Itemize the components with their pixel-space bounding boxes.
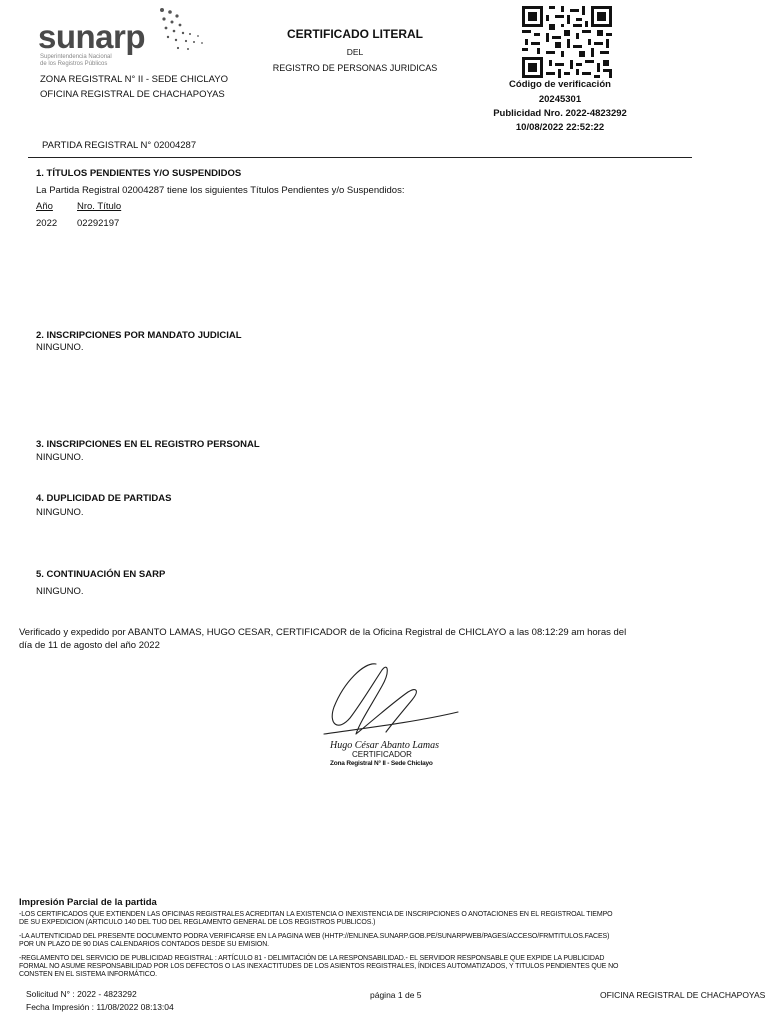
handwritten-signature — [316, 652, 476, 742]
legal-note-1-line-2: DE SU EXPEDICION (ARTICULO 140 DEL TUO DEL REGLAMENTO GENERAL DE LOS REGISTROS PUBLICOS.) — [19, 919, 376, 926]
qr-code-icon — [522, 6, 612, 78]
logo-subtitle-2: de los Registros Públicos — [40, 61, 108, 67]
legal-note-2 — [19, 933, 709, 949]
section-5-title: 5. CONTINUACIÓN EN SARP — [36, 569, 166, 580]
logo-dots-icon — [158, 6, 208, 56]
expedition-line-1: Verificado y expedido por ABANTO LAMAS, HUGO CESAR, CERTIFICADOR de la Oficina Registral de CHICLAYO a las 08:12:29 am horas del — [19, 627, 627, 638]
document-registro: REGISTRO DE PERSONAS JURIDICAS — [272, 63, 438, 73]
logo-wordmark: sunarp — [38, 18, 146, 55]
signature-zone: Zona Registral N° II - Sede Chiclayo — [330, 760, 433, 767]
section-4-body: NINGUNO. — [36, 507, 84, 518]
expedition-statement — [19, 626, 699, 652]
section-1-text: La Partida Registral 02004287 tiene los siguientes Títulos Pendientes y/o Suspendidos: — [36, 185, 405, 196]
fecha-impresion: Fecha Impresión : 11/08/2022 08:13:04 — [26, 1002, 174, 1012]
titles-row-number: 02292197 — [77, 218, 120, 229]
document-subtitle-del: DEL — [346, 47, 364, 57]
sunarp-logo — [38, 6, 208, 72]
titles-col-number: Nro. Título — [77, 201, 122, 212]
logo-subtitle-1: Superintendencia Nacional — [40, 54, 112, 60]
legal-note-1-line-1: -LOS CERTIFICADOS QUE EXTIENDEN LAS OFICINAS REGISTRALES ACREDITAN LA EXISTENCIA O INEXISTENCIA DE INSCRIPCIONES O ANOTACIONES EN EL REGISTROAL TIEMPO — [19, 911, 613, 918]
legal-note-3-line-1: -REGLAMENTO DEL SERVICIO DE PUBLICIDAD REGISTRAL : ARTÍCULO 81 - DELIMITACIÓN DE LA RESPONSABILIDAD.- EL SERVIDOR RESPONSABLE QUE EXPIDE LA PUBLICIDAD — [19, 955, 605, 962]
titles-col-year: Año — [36, 201, 53, 212]
section-3-body: NINGUNO. — [36, 452, 84, 463]
document-title: CERTIFICADO LITERAL — [287, 27, 423, 41]
verification-label: Código de verificación — [509, 79, 611, 90]
footer-oficina: OFICINA REGISTRAL DE CHACHAPOYAS — [600, 990, 766, 1000]
expedition-line-2: día de 11 de agosto del año 2022 — [19, 640, 160, 651]
solicitud-number: Solicitud N° : 2022 - 4823292 — [26, 989, 137, 999]
legal-note-2-line-1: -LA AUTENTICIDAD DEL PRESENTE DOCUMENTO PODRA VERIFICARSE EN LA PAGINA WEB (HHTP://ENLINEA.SUNARP.GOB.PE/SUNARPWEB/PAGES/ACCESO/FRMTITULOS.FACES) — [19, 933, 610, 940]
signature-role: CERTIFICADOR — [352, 750, 412, 759]
section-2-body: NINGUNO. — [36, 342, 84, 353]
section-2-title: 2. INSCRIPCIONES POR MANDATO JUDICIAL — [36, 330, 242, 341]
verification-code: 20245301 — [538, 94, 582, 105]
zona-registral: ZONA REGISTRAL N° II - SEDE CHICLAYO — [40, 74, 229, 85]
legal-note-2-line-2: POR UN PLAZO DE 90 DIAS CALENDARIOS CONTADOS DESDE SU EMISION. — [19, 941, 270, 948]
header-divider — [28, 157, 692, 158]
legal-note-3 — [19, 955, 709, 979]
section-4-title: 4. DUPLICIDAD DE PARTIDAS — [36, 493, 172, 504]
section-1-title: 1. TÍTULOS PENDIENTES Y/O SUSPENDIDOS — [36, 168, 242, 179]
signature-name: Hugo César Abanto Lamas — [330, 740, 439, 751]
section-5-body: NINGUNO. — [36, 586, 84, 597]
page-indicator: página 1 de 5 — [370, 990, 422, 1000]
impresion-parcial-title: Impresión Parcial de la partida — [19, 897, 157, 908]
partida-registral: PARTIDA REGISTRAL N° 02004287 — [42, 140, 197, 151]
titles-row-year: 2022 — [36, 218, 58, 229]
legal-note-3-line-2: FORMAL NO ASUME RESPONSABILIDAD POR LOS DEFECTOS O LAS INEXACTITUDES DE LOS ASIENTOS REGISTRALES, ÍNDICES AUTOMATIZADOS, Y TITULOS PENDIENTES QUE NO — [19, 963, 619, 970]
legal-note-3-line-3: CONSTEN EN EL SISTEMA INFORMÁTICO. — [19, 971, 157, 978]
legal-note-1 — [19, 911, 709, 927]
publicidad-number: Publicidad Nro. 2022-4823292 — [493, 108, 627, 119]
oficina-registral: OFICINA REGISTRAL DE CHACHAPOYAS — [40, 89, 225, 100]
verification-datetime: 10/08/2022 22:52:22 — [515, 122, 605, 133]
section-3-title: 3. INSCRIPCIONES EN EL REGISTRO PERSONAL — [36, 439, 260, 450]
